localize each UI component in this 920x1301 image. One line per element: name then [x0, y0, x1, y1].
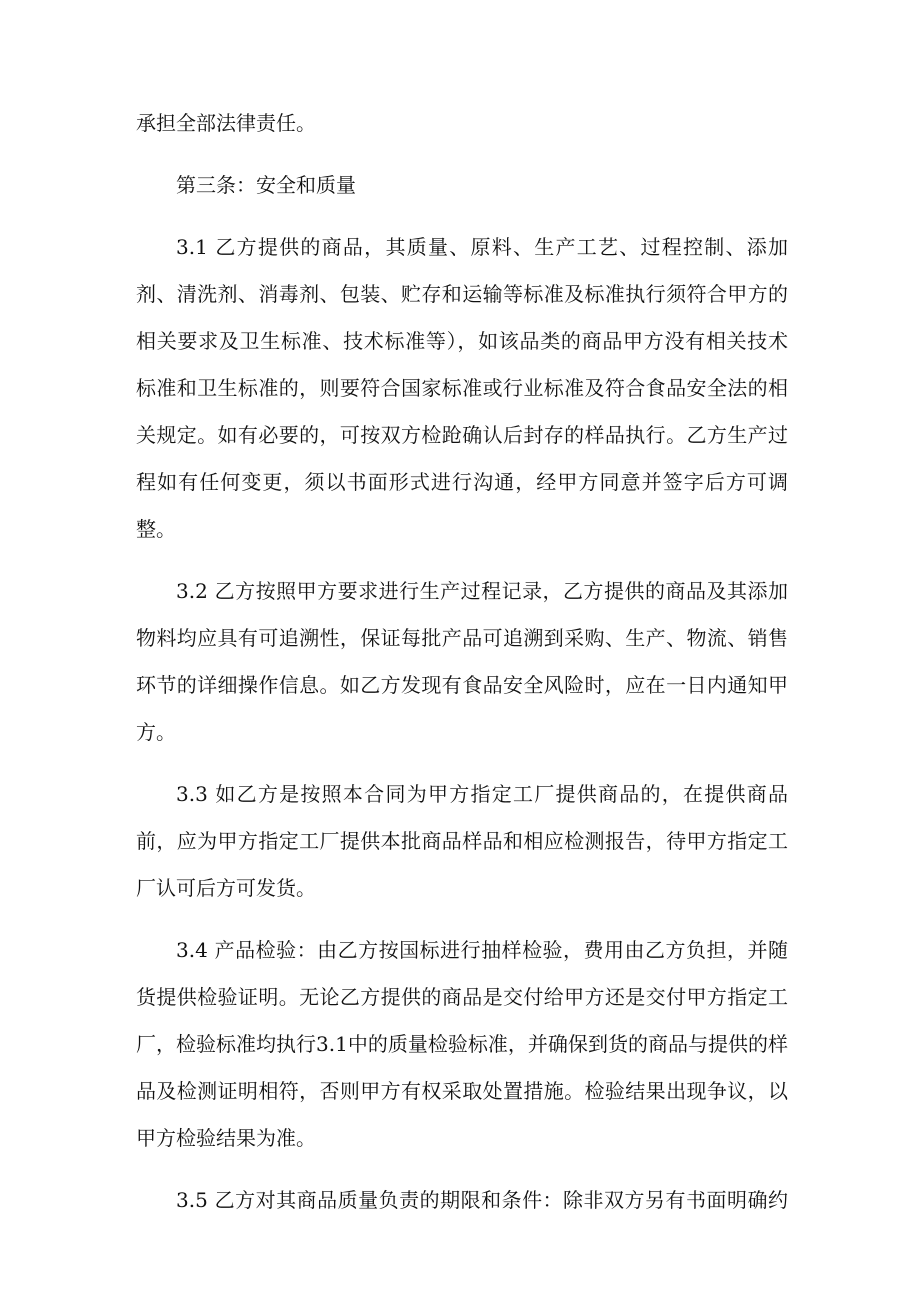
text-line: 3.2 乙方按照甲方要求进行生产过程记录，乙方提供的商品及其添加 [176, 579, 788, 603]
text-line: 程如有任何变更，须以书面形式进行沟通，经甲方同意并签字后方可调 [136, 470, 788, 494]
text-line: 厂认可后方可发货。 [136, 876, 316, 900]
text-line: 3.3 如乙方是按照本合同为甲方指定工厂提供商品的，在提供商品 [176, 782, 788, 806]
text-line: 甲方检验结果为准。 [136, 1126, 316, 1150]
text-line: 关规定。如有必要的，可按双方检跄确认后封存的样品执行。乙方生产过 [136, 423, 788, 447]
text-line: 品及检测证明相符，否则甲方有权采取处置措施。检验结果出现争议，以 [136, 1079, 788, 1103]
section-heading: 第三条：安全和质量 [176, 173, 356, 197]
text-line: 标准和卫生标准的，则要符合国家标准或行业标准及符合食品安全法的相 [136, 376, 788, 400]
text-line: 剂、清洗剂、消毒剂、包装、贮存和运输等标准及标准执行须符合甲方的 [136, 282, 788, 306]
text-line: 前，应为甲方指定工厂提供本批商品样品和相应检测报告，待甲方指定工 [136, 829, 788, 853]
text-line: 3.4 产品检验：由乙方按国标进行抽样检验，费用由乙方负担，并随 [176, 938, 788, 962]
text-line: 环节的详细操作信息。如乙方发现有食品安全风险时，应在一日内通知甲 [136, 673, 788, 697]
text-line: 承担全部法律责任。 [136, 111, 316, 135]
text-line: 方。 [136, 720, 176, 744]
text-line: 3.1 乙方提供的商品，其质量、原料、生产工艺、过程控制、添加 [176, 235, 788, 259]
text-line: 3.5 乙方对其商品质量负责的期限和条件：除非双方另有书面明确约 [176, 1188, 788, 1212]
text-line: 货提供检验证明。无论乙方提供的商品是交付给甲方还是交付甲方指定工 [136, 985, 788, 1009]
text-line: 整。 [136, 517, 176, 541]
text-line: 厂，检验标准均执行3.1中的质量检验标准，并确保到货的商品与提供的样 [136, 1032, 788, 1056]
text-line: 相关要求及卫生标准、技术标准等），如该品类的商品甲方没有相关技术 [136, 329, 788, 353]
document-body [136, 108, 788, 1232]
text-line: 物料均应具有可追溯性，保证每批产品可追溯到采购、生产、物流、销售 [136, 626, 788, 650]
